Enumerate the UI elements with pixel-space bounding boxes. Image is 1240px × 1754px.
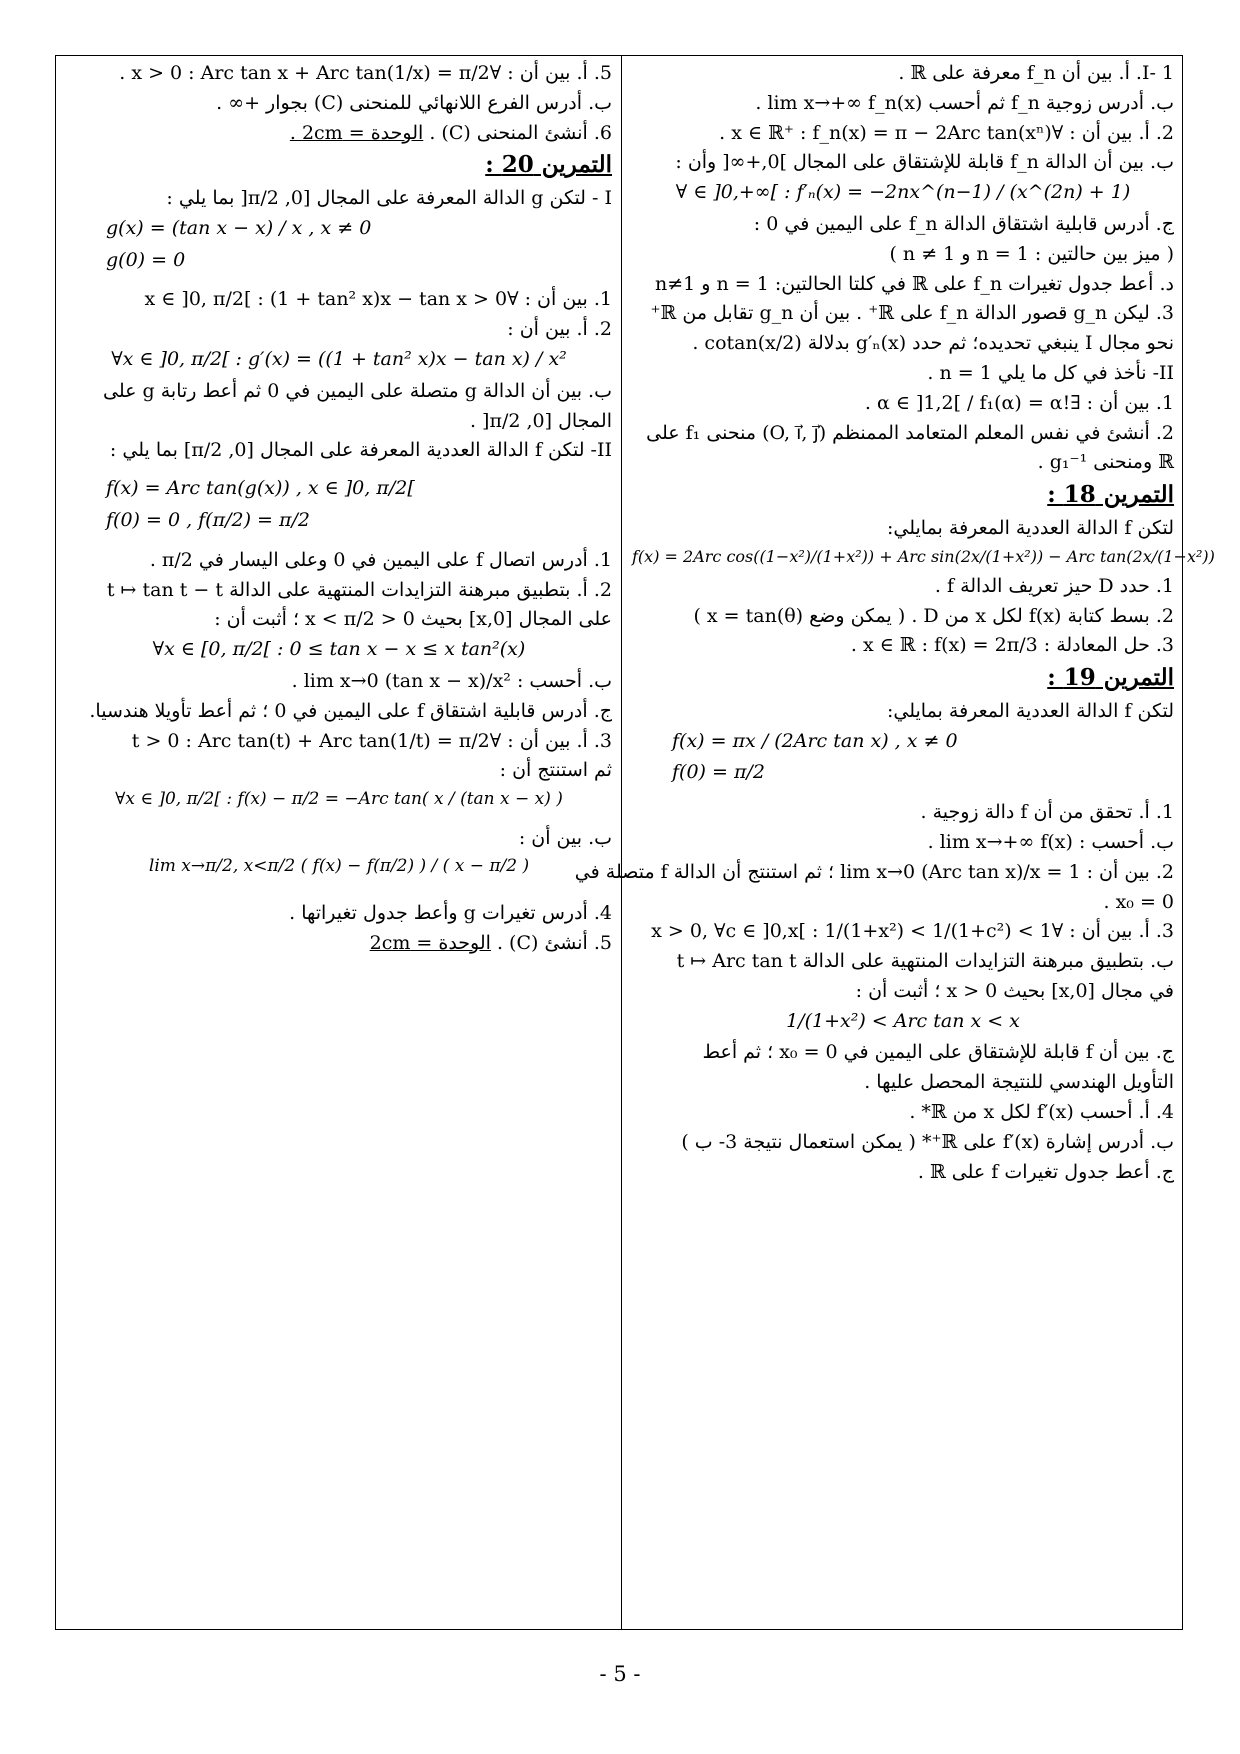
- exercise-18-title: التمرين 18 :: [1047, 481, 1174, 509]
- text-line: د. أعط جدول تغيرات f_n على ℝ في كلتا الحالتين: n = 1 و n≠1: [654, 272, 1174, 295]
- text-line: ب. بين أن :: [518, 826, 612, 849]
- left-column: [66, 62, 612, 961]
- text-line: 3. حل المعادلة : x ∈ ℝ : f(x) = 2π/3 .: [850, 634, 1174, 657]
- text-line: [66, 122, 612, 145]
- text-line: II- لتكن f الدالة العددية المعرفة على المجال [0, π/2] بما يلي :: [109, 439, 612, 462]
- right-column: [574, 62, 1215, 1190]
- unit-label: الوحدة = 2cm .: [289, 121, 424, 144]
- text-line: ب. بين أن الدالة g متصلة على اليمين في 0 ثم أعط رتابة g على: [103, 379, 612, 402]
- exercise-20-title: التمرين 20 :: [485, 151, 612, 179]
- text-line: II- نأخذ في كل ما يلي n = 1 .: [927, 361, 1174, 384]
- exercise-19-title: التمرين 19 :: [1047, 664, 1174, 692]
- text-fragment: 6. أنشئ المنحنى (C) .: [429, 121, 612, 144]
- column-divider: [621, 55, 622, 1630]
- text-line: ج. بين أن f قابلة للإشتقاق على اليمين في x₀ = 0 ؛ ثم أعط: [702, 1041, 1174, 1064]
- text-fragment: 5. أنشئ (C) .: [496, 931, 612, 954]
- equation: 1/(1+x²) < Arc tan x < x: [786, 1009, 1020, 1032]
- text-line: ب. أحسب : lim x→+∞ f(x) .: [927, 830, 1174, 853]
- text-line: ب. أحسب : lim x→0 (tan x − x)/x² .: [291, 669, 612, 692]
- text-line: في مجال [0,x] بحيث x > 0 ؛ أثبت أن :: [855, 979, 1174, 1002]
- text-line: ℝ ومنحنى g₁⁻¹ .: [1037, 451, 1174, 474]
- text-line: ب. أدرس إشارة f′(x) على ℝ⁺* ( يمكن استعمال نتيجة 3- ب ): [681, 1130, 1174, 1153]
- equation: ∀x ∈ ]0, π/2[ : g′(x) = ((1 + tan² x)x − tan x) / x²: [111, 347, 567, 370]
- equation: ∀x ∈ ]0, π/2[ : f(x) − π/2 = −Arc tan( x / (tan x − x) ): [115, 789, 563, 810]
- text-line: 2. أ. بين أن :: [507, 318, 612, 341]
- text-line: ج. أدرس قابلية اشتقاق الدالة f_n على اليمين في 0 :: [753, 212, 1174, 235]
- text-line: ب. بين أن الدالة f_n قابلة للإشتقاق على المجال ]0,+∞[ وأن :: [675, 151, 1174, 174]
- text-line: 2. بسط كتابة f(x) لكل x من D . ( يمكن وضع x = tan(θ) ): [693, 604, 1174, 627]
- equation: f(x) = 2Arc cos((1−x²)/(1+x²)) + Arc sin(2x/(1+x²)) − Arc tan(2x/(1−x²)): [632, 546, 1215, 566]
- unit-label: الوحدة = 2cm: [369, 931, 491, 954]
- text-line: 3. أ. بين أن : ∀t > 0 : Arc tan(t) + Arc tan(1/t) = π/2: [131, 729, 612, 752]
- text-line: 1. أدرس اتصال f على اليمين في 0 وعلى اليسار في π/2 .: [149, 548, 612, 571]
- equation: g(0) = 0: [106, 248, 186, 271]
- text-line: [66, 932, 612, 955]
- text-line: 2. أنشئ في نفس المعلم المتعامد الممنظم (O, i⃗, j⃗) منحنى f₁ على: [646, 421, 1174, 444]
- text-line: ( ميز بين حالتين : n = 1 و n ≠ 1 ): [889, 242, 1174, 265]
- text-line: ج. أدرس قابلية اشتقاق f على اليمين في 0 ؛ ثم أعط تأويلا هندسيا.: [89, 699, 612, 722]
- text-line: 4. أدرس تغيرات g وأعط جدول تغيراتها .: [289, 901, 612, 924]
- text-line: لتكن f الدالة العددية المعرفة بمايلي:: [886, 516, 1174, 539]
- text-line: المجال [0, π/2[ .: [469, 409, 612, 432]
- text-line: 3. أ. بين أن : ∀x > 0, ∀c ∈ ]0,x[ : 1/(1+x²) < 1/(1+c²) < 1: [651, 920, 1174, 943]
- text-line: نحو مجال I ينبغي تحديده؛ ثم حدد g′ₙ(x) بدلالة cotan(x/2) .: [692, 332, 1174, 355]
- text-line: I- 1. أ. بين أن f_n معرفة على ℝ .: [898, 62, 1174, 84]
- text-line: 1. بين أن : ∃!α ∈ ]1,2[ / f₁(α) = α .: [864, 391, 1174, 414]
- text-line: 2. بين أن : lim x→0 (Arc tan x)/x = 1 ؛ ثم استنتج أن الدالة f متصلة في: [574, 860, 1174, 883]
- equation: ∀ ∈ ]0,+∞[ : f′ₙ(x) = −2nx^(n−1) / (x^(2n) + 1): [675, 181, 1131, 204]
- equation: ∀x ∈ [0, π/2[ : 0 ≤ tan x − x ≤ x tan²(x): [152, 638, 526, 661]
- text-line: x₀ = 0 .: [1103, 890, 1174, 913]
- text-line: 5. أ. بين أن : ∀x > 0 : Arc tan x + Arc tan(1/x) = π/2 .: [119, 62, 612, 84]
- text-line: التأويل الهندسي للنتيجة المحصل عليها .: [864, 1071, 1174, 1094]
- text-line: ب. أدرس زوجية f_n ثم أحسب lim x→+∞ f_n(x) .: [755, 91, 1174, 114]
- equation: lim x→π/2, x<π/2 ( f(x) − f(π/2) ) / ( x − π/2 ): [148, 856, 530, 877]
- text-line: 2. أ. بين أن : ∀x ∈ ℝ⁺ : f_n(x) = π − 2Arc tan(xⁿ) .: [719, 121, 1174, 144]
- equation: f(x) = Arc tan(g(x)) , x ∈ ]0, π/2[: [106, 477, 415, 500]
- page-number: - 5 -: [599, 1662, 641, 1686]
- text-line: ب. أدرس الفرع اللانهائي للمنحنى (C) بجوار +∞ .: [216, 91, 612, 114]
- text-line: 3. ليكن g_n قصور الدالة f_n على ℝ⁺ . بين أن g_n تقابل من ℝ⁺: [650, 302, 1174, 325]
- text-line: 1. بين أن : ∀x ∈ ]0, π/2[ : (1 + tan² x)x − tan x > 0: [144, 288, 612, 311]
- equation: f(0) = π/2: [672, 761, 765, 784]
- text-line: 1. أ. تحقق من أن f دالة زوجية .: [920, 801, 1174, 824]
- text-line: لتكن f الدالة العددية المعرفة بمايلي:: [886, 699, 1174, 722]
- text-line: على المجال [0,x] بحيث 0 < x < π/2 ؛ أثبت أن :: [214, 608, 612, 631]
- text-line: ثم استنتج أن :: [499, 759, 612, 782]
- text-line: 1. حدد D حيز تعريف الدالة f .: [934, 574, 1174, 597]
- text-line: ب. بتطبيق مبرهنة التزايدات المنتهية على الدالة t ↦ Arc tan t: [676, 950, 1174, 973]
- text-line: I - لتكن g الدالة المعرفة على المجال [0, π/2[ بما يلي :: [166, 186, 612, 209]
- equation: f(x) = πx / (2Arc tan x) , x ≠ 0: [672, 729, 958, 752]
- equation: f(0) = 0 , f(π/2) = π/2: [106, 508, 310, 531]
- text-line: ج. أعط جدول تغيرات f على ℝ .: [917, 1160, 1174, 1183]
- text-line: 2. أ. بتطبيق مبرهنة التزايدات المنتهية على الدالة t ↦ tan t − t: [106, 578, 612, 601]
- text-line: 4. أ. أحسب f′(x) لكل x من ℝ* .: [909, 1101, 1174, 1124]
- equation: g(x) = (tan x − x) / x , x ≠ 0: [106, 216, 372, 239]
